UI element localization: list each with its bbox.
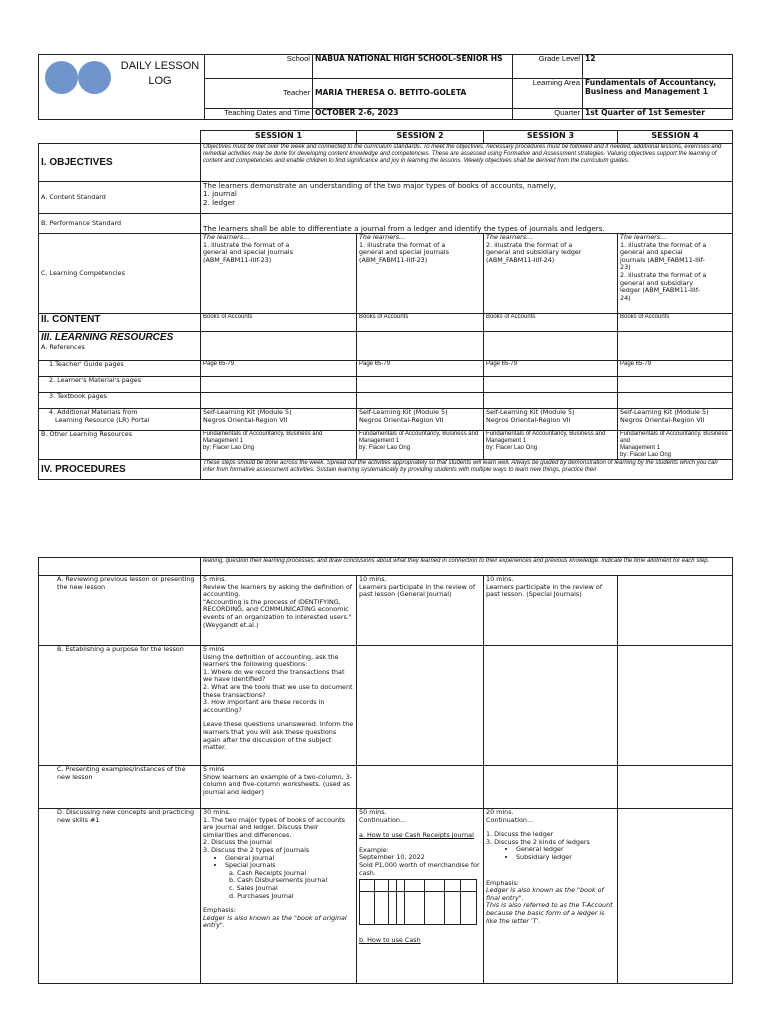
procedure-a-session-3: 10 mins. Learners participate in the review of past lesson. (Special Journals) [484, 576, 618, 646]
objectives-heading: I. OBJECTIVES [39, 144, 201, 182]
additional-session-1: Self-Learning Kit (Module 5) Negros Oriental-Region VII [201, 409, 357, 431]
content-session-4: Books of Accounts [618, 314, 733, 332]
procedures-note-part2: leaning, question their learning processes, and draw conclusions about what they learned in connection to their experiences and previous knowledge. Indicate the time allotment for each step. [201, 558, 733, 576]
logo-cell [39, 55, 205, 120]
competency-session-4: The learners… 1. illustrate the format of a general and special journals (ABM_FABM11-IIIf- 23) 2. illustrate the format of a general and subsidiary ledger (ABM_FABM11-IIIf- 24) [618, 234, 733, 314]
procedures-heading: IV. PROCEDURES [39, 460, 201, 480]
additional-session-4: Self-Learning Kit (Module 5) Negros Oriental-Region VII [618, 409, 733, 431]
procedure-a-session-2: 10 mins. Learners participate in the review of past lesson (General Journal) [357, 576, 484, 646]
teachers-guide-label: 1.Teacher' Guide pages [39, 361, 201, 377]
lesson-table-page2 [38, 557, 733, 984]
learners-material-label: 2. Learner's Material's pages [39, 377, 201, 393]
tg-session-4: Page 65-79 [618, 361, 733, 377]
additional-session-2: Self-Learning Kit (Module 5) Negros Oriental-Region VII [357, 409, 484, 431]
procedure-d-session-1: 30 mins. 1. The two major types of books of accounts are journal and ledger. Discuss their similarities and differences. 2. Discuss the journal 3. Discuss the 2 types of journals • General Journal • Special Journals a. Cash Receipts Journal b. Cash Disbursements Journal c. Sales Journal d. Purchases Journal Emphasis: Ledger is also known as the "book of original entry". [201, 809, 357, 984]
other-session-4: Fundamentals of Accountancy, Business and Management 1 by: Flacer Lao Ong [618, 431, 733, 460]
dll-title: DAILY LESSON LOG [120, 60, 200, 87]
objectives-note: Objectives must be met over the week and connected to the curriculum standards. To meet the objectives, necessary procedures must be followed and if needed, additional lessons, exercises and remedial activities may be done for developing content knowledge and competencies. These are assessed using Formative and Assessment strategies. Valuing objectives support the learning of content and competencies and enable children to find significance and joy in learning the lessons. Weekly objectives shall be derived from the curriculum guides. [201, 144, 733, 182]
school-value: NABUA NATIONAL HIGH SCHOOL-SENIOR HS [313, 55, 513, 79]
other-session-1: Fundamentals of Accountancy, Business and Management 1 by: Flacer Lao Ong [201, 431, 357, 460]
learning-resources-heading: III. LEARNING RESOURCES A. References [39, 332, 201, 361]
additional-materials-label: 4. Additional Materials from Learning Resource (LR) Portal [39, 409, 201, 431]
logo-circle-left-icon [45, 61, 78, 94]
header-table [38, 54, 733, 120]
teacher-label: Teacher [205, 79, 313, 109]
procedure-b-label: B. Establishing a purpose for the lesson [39, 646, 201, 766]
competency-session-2: The learners… 1. illustrate the format of a general and special journals (ABM_FABM11-IIIf-23) [357, 234, 484, 314]
content-standard-label: A. Content Standard [39, 182, 201, 214]
performance-standard-value: The learners shall be able to differentiate a journal from a ledger and identify the types of journals and ledgers. [201, 214, 733, 234]
logo-circle-right-icon [78, 61, 111, 94]
learning-area-label: Learning Area [513, 79, 583, 109]
grade-level-value: 12 [583, 55, 733, 79]
procedure-a-label: A. Reviewing previous lesson or presenting the new lesson [39, 576, 201, 646]
other-session-3: Fundamentals of Accountancy, Business and Management 1 by: Flacer Lao Ong [484, 431, 618, 460]
quarter-label: Quarter [513, 109, 583, 120]
procedure-b-session-1: 5 mins Using the definition of accounting, ask the learners the following questions: 1. Where do we record the transactions that we have identified? 2. What are the tools that we use to document these transactions? 3. How important are these records in accounting? Leave these questions unanswered. Inform the learners that you will ask these questions again after the discussion of the subject matter. [201, 646, 357, 766]
competency-session-1: The learners… 1. illustrate the format of a general and special journals (ABM_FABM11-IIIf-23) [201, 234, 357, 314]
content-standard-value: The learners demonstrate an understanding of the two major types of books of accounts, namely, 1. journal 2. ledger [201, 182, 733, 214]
school-label: School [205, 55, 313, 79]
quarter-value: 1st Quarter of 1st Semester [583, 109, 733, 120]
teaching-dates-value: OCTOBER 2-6, 2023 [313, 109, 513, 120]
learning-competencies-label: C. Learning Competencies [39, 234, 201, 314]
session-4-header: SESSION 4 [618, 131, 733, 144]
content-heading: II. CONTENT [39, 314, 201, 332]
content-session-1: Books of Accounts [201, 314, 357, 332]
textbook-label: 3. Textbook pages [39, 393, 201, 409]
performance-standard-label: B. Performance Standard [39, 214, 201, 234]
tg-session-2: Page 65-79 [357, 361, 484, 377]
grade-level-label: Grade Level [513, 55, 583, 79]
cash-receipts-journal-illustration [359, 879, 477, 925]
procedures-note-part1: These steps should be done across the week. Spread out the activities appropriately so that students will learn well. Always be guided by demonstration of learning by the students which you can infer from formative assessment activities. Sustain learning systematically by providing students with multiple ways to learn new things, practice their [201, 460, 733, 480]
other-resources-label: B. Other Learning Resources [39, 431, 201, 460]
content-session-3: Books of Accounts [484, 314, 618, 332]
teacher-value: MARIA THERESA O. BETITO-GOLETA [313, 79, 513, 109]
procedure-d-label: D. Discussing new concepts and practicing new skills #1 [39, 809, 201, 984]
procedure-c-label: C. Presenting examples/instances of the new lesson [39, 766, 201, 809]
tg-session-1: Page 65-79 [201, 361, 357, 377]
tg-session-3: Page 65-79 [484, 361, 618, 377]
session-3-header: SESSION 3 [484, 131, 618, 144]
competency-session-3: The learners… 2. illustrate the format of a general and subsidiary ledger (ABM_FABM11-IIIf-24) [484, 234, 618, 314]
session-1-header: SESSION 1 [201, 131, 357, 144]
session-2-header: SESSION 2 [357, 131, 484, 144]
additional-session-3: Self-Learning Kit (Module 5) Negros Oriental-Region VII [484, 409, 618, 431]
procedure-d-session-3: 20 mins. Continuation... 1. Discuss the ledger 3. Discuss the 2 kinds of ledgers • General ledger • Subsidiary ledger Emphasis: Ledger is also known as the "book of final entry". This is also referred to as the T-Account because the basic form of a ledger is like the letter 'T'. [484, 809, 618, 984]
other-session-2: Fundamentals of Accountancy, Business and Management 1 by: Flacer Lao Ong [357, 431, 484, 460]
procedure-d-session-2: 50 mins. Continuation... a. How to use Cash Receipts Journal Example: September 10, 2022 Sold P1,000 worth of merchandise for cash. b. How to use Cash [357, 809, 484, 984]
teaching-dates-label: Teaching Dates and Time [205, 109, 313, 120]
lesson-table-page1 [38, 130, 733, 480]
learning-area-value: Fundamentals of Accountancy, Business and Management 1 [583, 79, 733, 109]
content-session-2: Books of Accounts [357, 314, 484, 332]
procedure-a-session-1: 5 mins. Review the learners by asking the definition of accounting. "Accounting is the process of IDENTIFYING, RECORDING, and COMMUNICATING economic events of an organization to interested users." (Weygandt et.al.) [201, 576, 357, 646]
procedure-c-session-1: 5 mins Show learners an example of a two-column, 3-column and five-column worksheets. (used as journal and ledger) [201, 766, 357, 809]
